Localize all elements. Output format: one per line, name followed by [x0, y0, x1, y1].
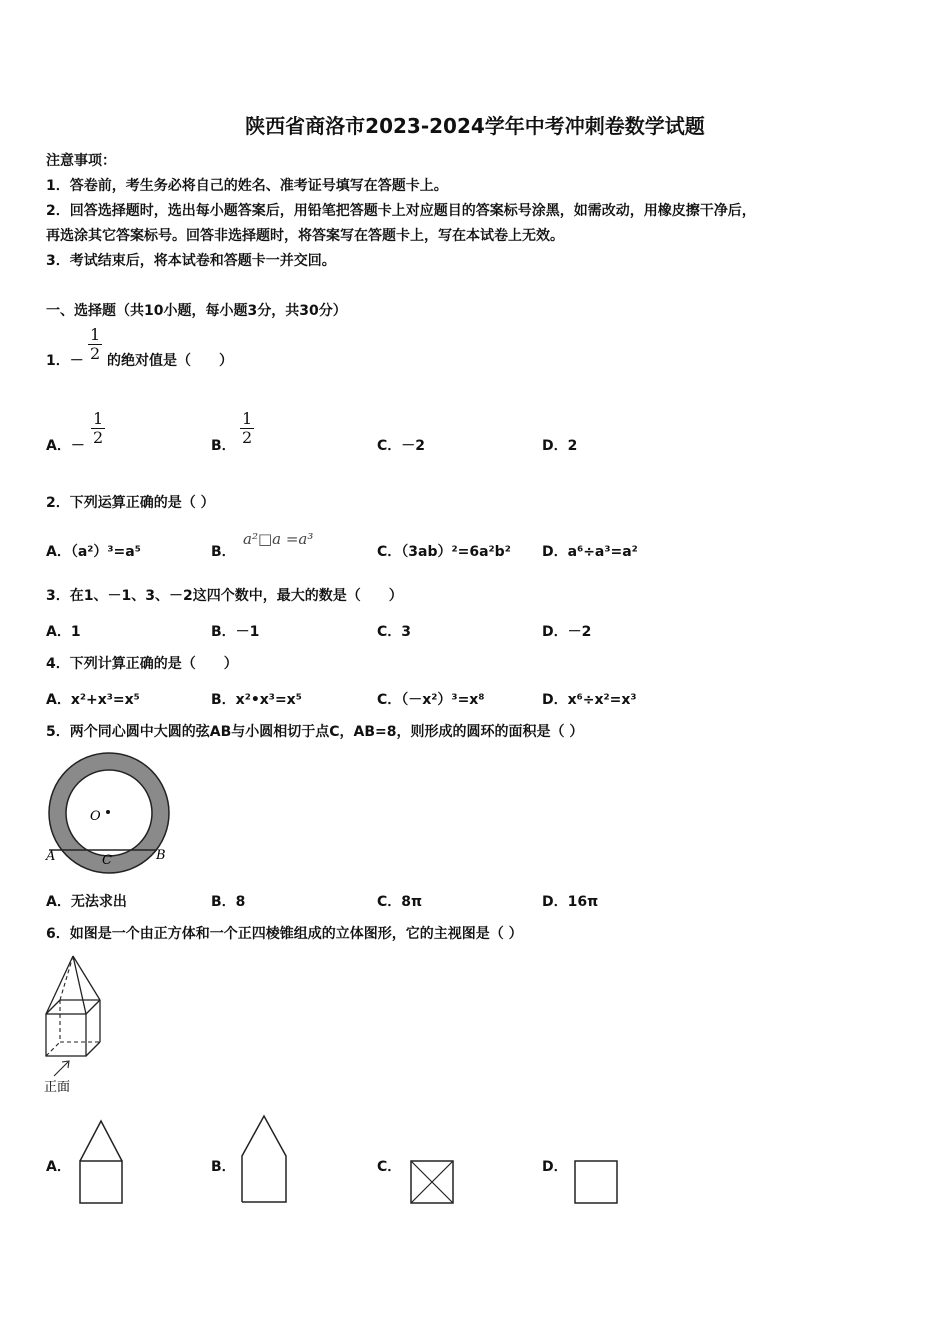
- annulus-figure: [40, 750, 180, 870]
- q1-option-c[interactable]: C．－2: [377, 438, 426, 454]
- q3-option-b[interactable]: B．－1: [211, 624, 260, 640]
- q1-a-num: 1: [93, 409, 104, 428]
- q2-stem: 2．下列运算正确的是（ ）: [46, 495, 215, 511]
- notes-line-2a: 2．回答选择题时，选出每小题答案后，用铅笔把答题卡上对应题目的答案标号涂黑，如需改动，用橡皮擦干净后，: [46, 203, 756, 219]
- page-title: 陕西省商洛市2023-2024学年中考冲刺卷数学试题: [245, 114, 705, 138]
- q2-option-b-expression: a²□a =a³: [243, 530, 314, 548]
- label-o: O: [90, 809, 101, 824]
- q2-option-b-label[interactable]: B．: [211, 544, 236, 560]
- q5-stem: 5．两个同心圆中大圆的弦AB与小圆相切于点C，AB=8，则形成的圆环的面积是（ ）: [46, 724, 584, 740]
- q4-option-b[interactable]: B．x²•x³=x⁵: [211, 692, 302, 708]
- q1-option-a-label[interactable]: A．－: [46, 438, 85, 454]
- q6-option-c-figure[interactable]: [408, 1158, 456, 1206]
- q1-b-den: 2: [242, 428, 253, 447]
- q6-option-a-figure[interactable]: [76, 1117, 126, 1205]
- pyramid-edge-2: [73, 956, 86, 1014]
- q3-stem: 3．在1、－1、3、－2这四个数中，最大的数是（ ）: [46, 588, 403, 604]
- q6-stem: 6．如图是一个由正方体和一个正四棱锥组成的立体图形，它的主视图是（ ）: [46, 926, 523, 942]
- q1-suffix: 的绝对值是（ ）: [107, 353, 233, 369]
- solid-figure: [42, 952, 112, 1098]
- q6-option-d[interactable]: D．: [542, 1159, 568, 1175]
- q1-frac-num: 1: [90, 325, 101, 344]
- q4-option-c[interactable]: C．（－x²）³=x⁸: [377, 692, 485, 708]
- cube-hidden-diagonal: [46, 1042, 60, 1056]
- notes-line-3: 3．考试结束后，将本试卷和答题卡一并交回。: [46, 253, 336, 269]
- label-b: B: [156, 848, 166, 863]
- notes-line-1: 1．答卷前，考生务必将自己的姓名、准考证号填写在答题卡上。: [46, 178, 448, 194]
- q1-option-d[interactable]: D．2: [542, 438, 578, 454]
- q1-prefix: 1．－: [46, 353, 84, 369]
- q3-option-a[interactable]: A．1: [46, 624, 81, 640]
- view-arrow-line: [54, 1062, 68, 1076]
- q3-option-d[interactable]: D．－2: [542, 624, 592, 640]
- q4-option-a[interactable]: A．x²+x³=x⁵: [46, 692, 140, 708]
- q1-option-b-fraction: [240, 410, 254, 447]
- q4-stem: 4．下列计算正确的是（ ）: [46, 656, 238, 672]
- option-a-square: [80, 1161, 122, 1203]
- cube-bottom-right: [86, 1042, 100, 1056]
- label-c: C: [102, 853, 112, 868]
- option-d-square: [575, 1161, 617, 1203]
- notes-line-2b: 再选涂其它答案标号。回答非选择题时，将答案写在答题卡上，写在本试卷上无效。: [46, 228, 564, 244]
- q4-option-d[interactable]: D．x⁶÷x²=x³: [542, 692, 637, 708]
- label-a: A: [46, 849, 56, 864]
- q1-fraction: [88, 326, 102, 363]
- pyramid-edge-1: [46, 956, 73, 1014]
- option-b-house: [242, 1116, 286, 1202]
- q1-b-num: 1: [242, 409, 253, 428]
- q6-option-a[interactable]: A．: [46, 1159, 71, 1175]
- q3-option-c[interactable]: C．3: [377, 624, 412, 640]
- q5-option-d[interactable]: D．16π: [542, 894, 599, 910]
- q2-option-d[interactable]: D．a⁶÷a³=a²: [542, 544, 638, 560]
- section-heading: 一、选择题（共10小题，每小题3分，共30分）: [46, 303, 347, 319]
- cube-top-left: [46, 1000, 60, 1014]
- q2-option-c[interactable]: C．（3ab）²=6a²b²: [377, 544, 511, 560]
- q6-option-d-figure[interactable]: [572, 1158, 620, 1206]
- cube-top-right: [86, 1000, 100, 1014]
- q6-option-c[interactable]: C．: [377, 1159, 402, 1175]
- q5-option-b[interactable]: B．8: [211, 894, 246, 910]
- q6-option-b-figure[interactable]: [238, 1112, 290, 1205]
- q5-option-c[interactable]: C．8π: [377, 894, 423, 910]
- q1-option-a-fraction: [91, 410, 105, 447]
- pyramid-edge-hidden: [60, 956, 73, 1000]
- q1-option-b-label[interactable]: B．: [211, 438, 236, 454]
- pyramid-edge-3: [73, 956, 100, 1000]
- front-view-label: 正面: [44, 1080, 71, 1095]
- q5-option-a[interactable]: A．无法求出: [46, 894, 127, 910]
- center-point: [106, 810, 110, 814]
- q2-option-a[interactable]: A．（a²）³=a⁵: [46, 544, 141, 560]
- q6-option-b[interactable]: B．: [211, 1159, 236, 1175]
- q1-frac-den: 2: [90, 344, 101, 363]
- notes-heading: 注意事项：: [46, 153, 116, 169]
- q1-a-den: 2: [93, 428, 104, 447]
- option-a-triangle: [80, 1121, 122, 1161]
